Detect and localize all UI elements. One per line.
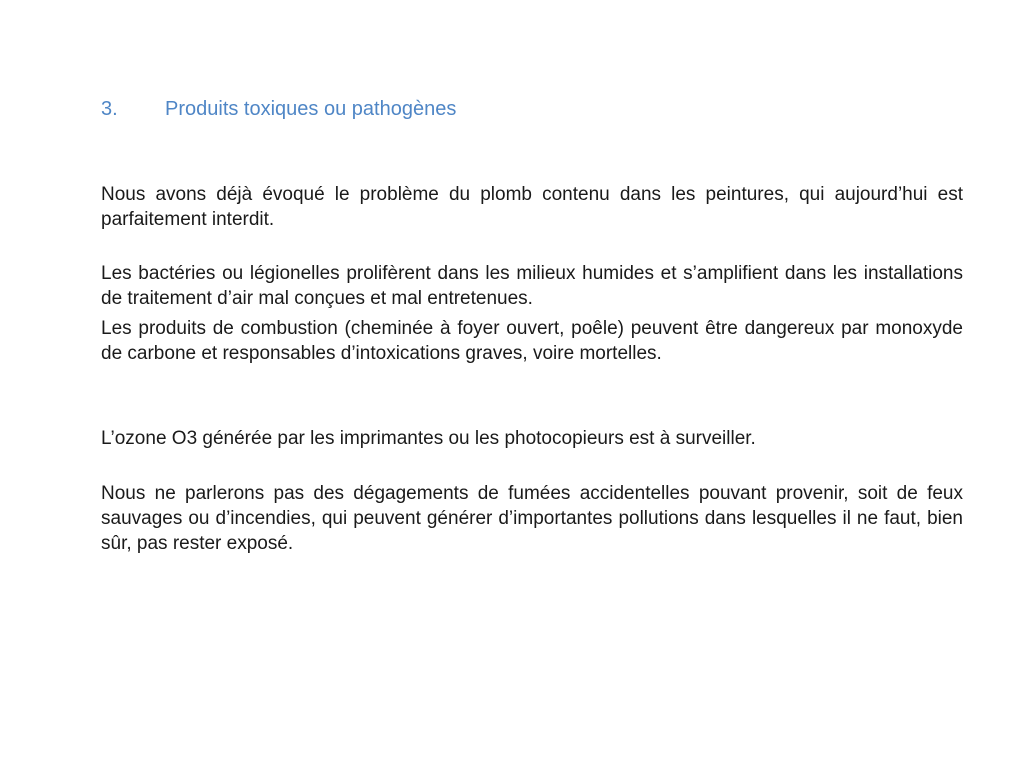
paragraph-smoke: Nous ne parlerons pas des dégagements de fumées accidentelles pouvant provenir, soit de feux sauvages ou d’incendies, qui peuvent générer d’importantes pollutions dans lesquelles il ne faut, bien sûr, pas rester exposé.: [101, 483, 963, 554]
paragraph-ozone: L’ozone O3 générée par les imprimantes ou les photocopieurs est à surveiller.: [101, 428, 756, 449]
section-heading: [101, 98, 456, 121]
paragraph-combustion: Les produits de combustion (cheminée à foyer ouvert, poêle) peuvent être dangereux par monoxyde de carbone et responsables d’intoxications graves, voire mortelles.: [101, 318, 963, 364]
paragraph-bacteria: Les bactéries ou légionelles prolifèrent dans les milieux humides et s’amplifient dans les installations de traitement d’air mal conçues et mal entretenues.: [101, 263, 963, 309]
section-title: Produits toxiques ou pathogènes: [165, 98, 457, 120]
paragraph-lead: Nous avons déjà évoqué le problème du plomb contenu dans les peintures, qui aujourd’hui est parfaitement interdit.: [101, 184, 963, 230]
section-number: 3.: [101, 98, 118, 120]
